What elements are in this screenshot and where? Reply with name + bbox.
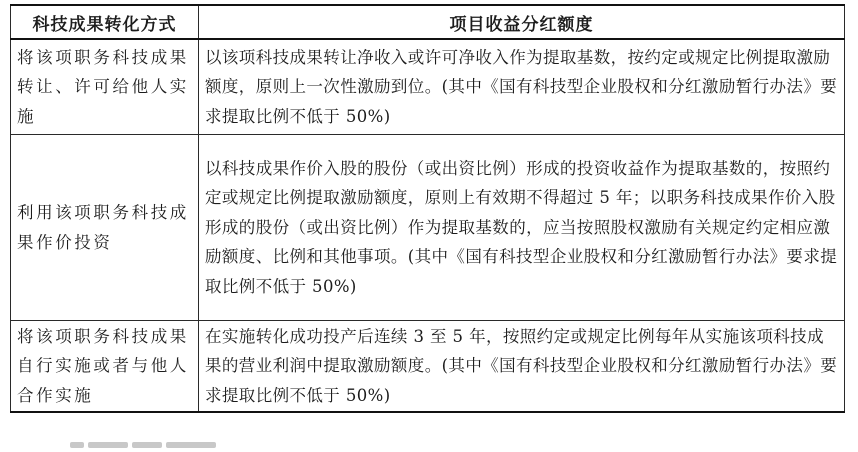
cell-method: 将该项职务科技成果自行实施或者与他人合作实施	[11, 321, 199, 413]
cropped-caption-fragment	[70, 433, 230, 441]
cell-method: 利用该项职务科技成果作价投资	[11, 135, 199, 321]
table-header-row	[11, 5, 845, 39]
cell-method: 将该项职务科技成果转让、许可给他人实施	[11, 39, 199, 135]
header-method: 科技成果转化方式	[11, 5, 199, 39]
table-row	[11, 39, 845, 135]
cell-dividend: 在实施转化成功投产后连续 3 至 5 年，按照约定或规定比例每年从实施该项科技成果的营业利润中提取激励额度。(其中《国有科技型企业股权和分红激励暂行办法》要求提取比例不低于 50%)	[199, 321, 845, 413]
header-dividend: 项目收益分红额度	[199, 5, 845, 39]
cell-dividend: 以科技成果作价入股的股份（或出资比例）形成的投资收益作为提取基数的，按照约定或规定比例提取激励额度，原则上有效期不得超过 5 年；以职务科技成果作价入股形成的股份（或出资比例）作为提取基数的，应当按照股权激励有关规定约定相应激励额度、比例和其他事项。(其中《国有科技型企业股权和分红激励暂行办法》要求提取比例不低于 50%)	[199, 135, 845, 321]
table-row	[11, 135, 845, 321]
table-row	[11, 321, 845, 413]
dividend-table	[10, 4, 845, 413]
cell-dividend: 以该项科技成果转让净收入或许可净收入作为提取基数，按约定或规定比例提取激励额度，原则上一次性激励到位。(其中《国有科技型企业股权和分红激励暂行办法》要求提取比例不低于 50%)	[199, 39, 845, 135]
